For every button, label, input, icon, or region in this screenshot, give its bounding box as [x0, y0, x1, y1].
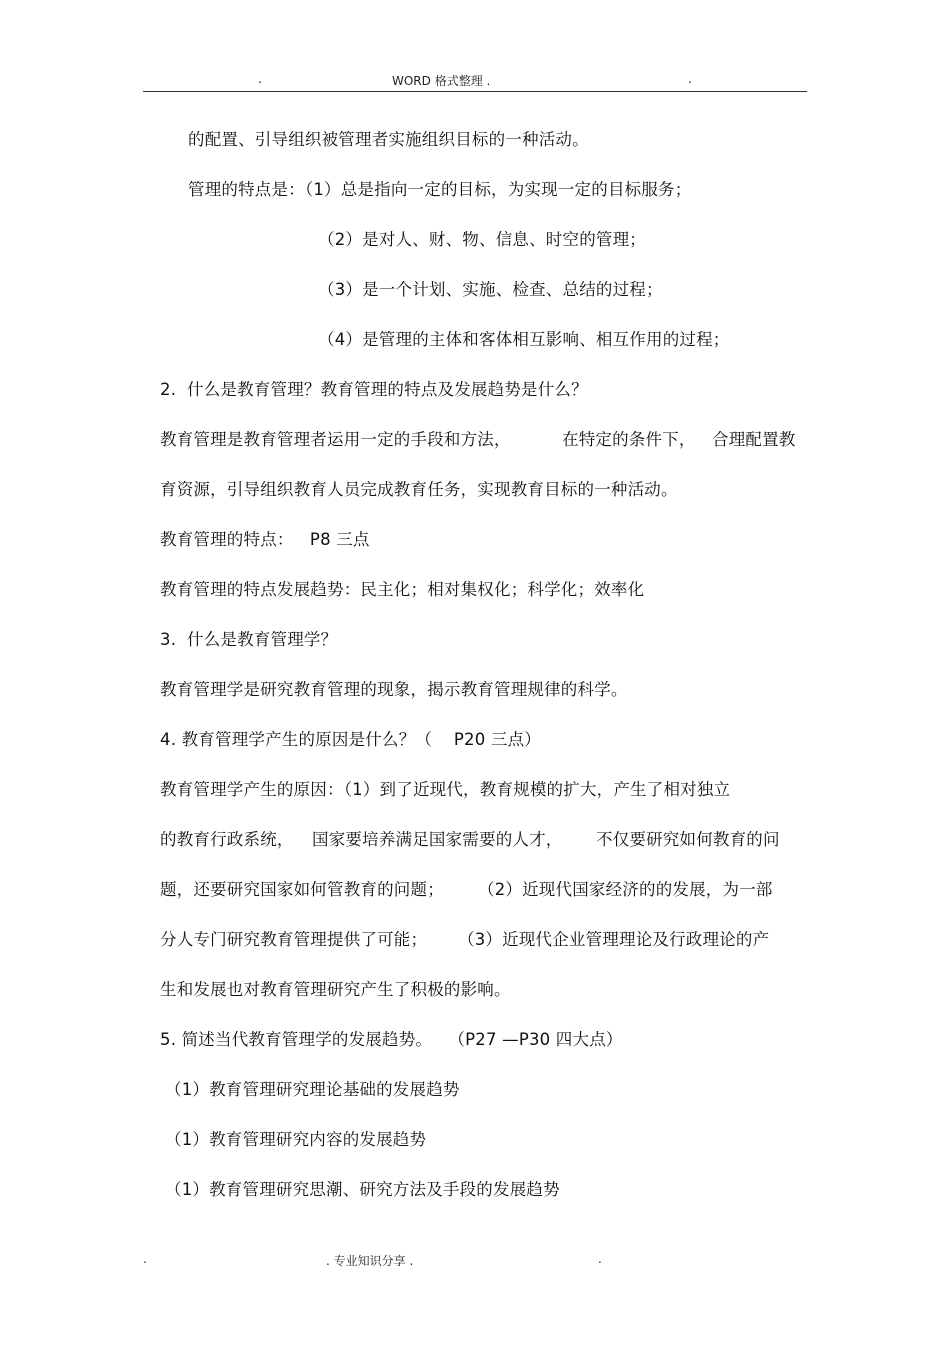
header-dot-left: . [258, 72, 262, 86]
list-item: （2）是对人、财、物、信息、时空的管理； [318, 230, 646, 249]
paragraph-line: 的配置、引导组织被管理者实施组织目标的一种活动。 [188, 130, 589, 149]
paragraph-line: 育资源，引导组织教育人员完成教育任务，实现教育目标的一种活动。 [160, 480, 678, 499]
list-item: （1）教育管理研究内容的发展趋势 [165, 1130, 427, 1149]
question-heading: 5. 简述当代教育管理学的发展趋势。 （P27 —P30 四大点） [160, 1030, 623, 1049]
page-footer [0, 1252, 950, 1270]
paragraph-line: 生和发展也对教育管理研究产生了积极的影响。 [160, 980, 511, 999]
footer-title: . 专业知识分享 . [326, 1254, 414, 1268]
list-item: （3）是一个计划、实施、检查、总结的过程； [318, 280, 663, 299]
header-title: WORD 格式整理 . [392, 74, 491, 88]
paragraph-line: 教育管理是教育管理者运用一定的手段和方法， 在特定的条件下， 合理配置教 [160, 430, 796, 449]
paragraph-line: 教育管理学是研究教育管理的现象，揭示教育管理规律的科学。 [160, 680, 628, 699]
question-heading: 2. 什么是教育管理？教育管理的特点及发展趋势是什么？ [160, 380, 588, 399]
paragraph-line: 的教育行政系统， 国家要培养满足国家需要的人才， 不仅要研究如何教育的问 [160, 830, 780, 849]
paragraph-line: 教育管理的特点： P8 三点 [160, 530, 370, 549]
footer-dot-left: . [143, 1252, 147, 1266]
footer-dot-right: . [598, 1252, 602, 1266]
paragraph-line: 教育管理学产生的原因：（1）到了近现代，教育规模的扩大，产生了相对独立 [160, 780, 731, 799]
paragraph-line: 管理的特点是：（1）总是指向一定的目标，为实现一定的目标服务； [188, 180, 692, 199]
list-item: （1）教育管理研究理论基础的发展趋势 [165, 1080, 460, 1099]
question-heading: 4. 教育管理学产生的原因是什么？（ P20 三点） [160, 730, 541, 749]
paragraph-line: 分人专门研究教育管理提供了可能； （3）近现代企业管理理论及行政理论的产 [160, 930, 770, 949]
page-header [0, 72, 950, 90]
header-rule [143, 91, 807, 92]
paragraph-line: 题，还要研究国家如何管教育的问题； （2）近现代国家经济的的发展，为一部 [160, 880, 773, 899]
header-dot-right: . [688, 72, 692, 86]
list-item: （1）教育管理研究思潮、研究方法及手段的发展趋势 [165, 1180, 560, 1199]
paragraph-line: 教育管理的特点发展趋势：民主化；相对集权化；科学化；效率化 [160, 580, 645, 599]
question-heading: 3. 什么是教育管理学？ [160, 630, 338, 649]
list-item: （4）是管理的主体和客体相互影响、相互作用的过程； [318, 330, 730, 349]
